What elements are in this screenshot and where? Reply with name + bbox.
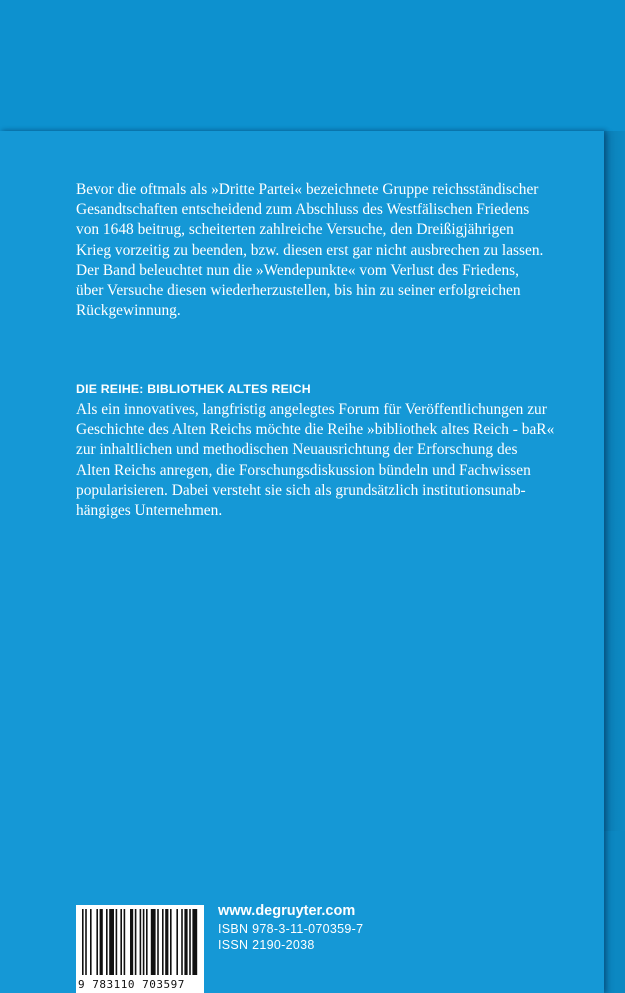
issn-number: ISSN 2190-2038 — [218, 938, 315, 952]
series-line: Als ein innovatives, langfristig angelegtes Forum für Veröffentlichungen zur — [76, 401, 547, 418]
isbn-barcode — [76, 905, 204, 993]
book-blurb — [76, 180, 556, 321]
blurb-line: Gesandtschaften entscheidend zum Abschluss des Westfälischen Friedens — [76, 201, 530, 219]
series-line: zur inhaltlichen und methodischen Neuausrichtung der Erforschung des — [76, 441, 518, 459]
isbn-number: ISBN 978-3-11-070359-7 — [218, 922, 364, 936]
series-description — [76, 400, 566, 521]
blurb-line: über Versuche diesen wiederherzustellen, bis hin zu seiner erfolgreichen — [76, 282, 521, 300]
blurb-line: von 1648 beitrug, scheiterten zahlreiche Versuche, den Dreißigjährigen — [76, 221, 514, 239]
blurb-line: Krieg vorzeitig zu beenden, bzw. diesen erst gar nicht ausbrechen zu lassen. — [76, 241, 544, 259]
series-line: Alten Reichs anregen, die Forschungsdiskussion bündeln und Fachwissen — [76, 461, 531, 479]
publisher-url: www.degruyter.com — [218, 903, 356, 919]
series-line: Geschichte des Alten Reichs möchte die Reihe »bibliothek altes Reich - baR« — [76, 421, 555, 439]
series-line: hängiges Unternehmen. — [76, 502, 223, 520]
blurb-line: Der Band beleuchtet nun die »Wendepunkte« vom Verlust des Friedens, — [76, 261, 519, 279]
book-spine-edge — [604, 131, 625, 831]
book-spine-edge-lower — [604, 831, 625, 993]
series-line: popularisieren. Dabei versteht sie sich als grundsätzlich institutionsunab- — [76, 481, 526, 499]
publisher-info — [218, 903, 363, 954]
blurb-line: Bevor die oftmals als »Dritte Partei« bezeichnete Gruppe reichsständischer — [76, 181, 539, 198]
series-heading: DIE REIHE: BIBLIOTHEK ALTES REICH — [76, 382, 311, 396]
barcode-bars — [76, 905, 204, 979]
blurb-line: Rückgewinnung. — [76, 302, 181, 320]
barcode-digits: 9 783110 703597 — [78, 978, 185, 991]
